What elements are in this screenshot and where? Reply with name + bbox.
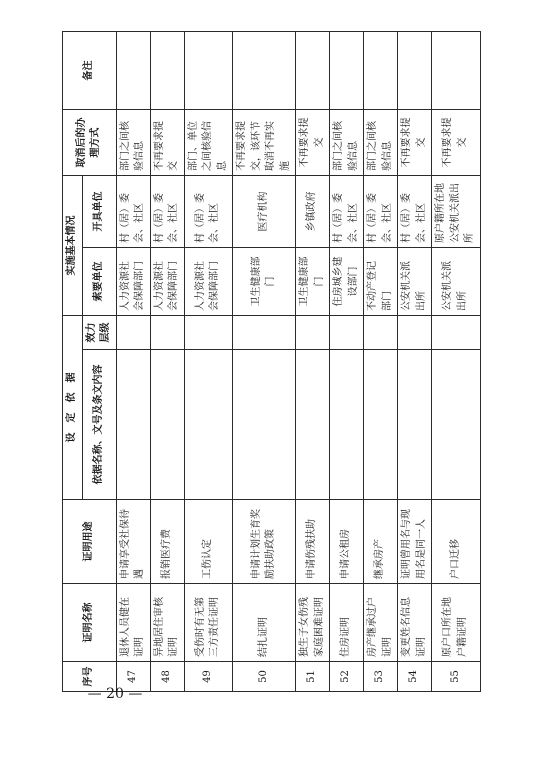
after-cancel: 不再要求提交 — [150, 110, 184, 176]
col-require-unit-header: 索要单位 — [82, 248, 116, 316]
col-legal-basis-header: 设 定 依 据 — [63, 316, 83, 500]
row-number: 55 — [432, 662, 481, 692]
row-number: 47 — [116, 662, 150, 692]
certificate-purpose: 申请计划生育奖励扶助政策 — [233, 500, 296, 584]
issue-unit: 医疗机构 — [233, 176, 296, 248]
issue-unit: 村（居）委会、社区 — [184, 176, 233, 248]
certificate-purpose: 申请公租房 — [330, 500, 364, 584]
certificate-purpose: 继承房产 — [364, 500, 398, 584]
table-row — [432, 32, 481, 692]
basis-name — [150, 350, 184, 500]
require-unit: 人力资源社会保障部门 — [150, 248, 184, 316]
page-number: — 20 — — [87, 686, 143, 702]
require-unit: 卫生健康部门 — [296, 248, 330, 316]
certificate-purpose: 工伤认定 — [184, 500, 233, 584]
table-row — [116, 32, 150, 692]
certificate-name: 住房证明 — [330, 584, 364, 662]
issue-unit: 乡镇政府 — [296, 176, 330, 248]
row-number: 53 — [364, 662, 398, 692]
remark — [398, 32, 432, 110]
table-row — [296, 32, 330, 692]
col-effect-level-header: 效力层级 — [82, 316, 116, 350]
row-number: 52 — [330, 662, 364, 692]
remark — [364, 32, 398, 110]
col-issue-unit-header: 开具单位 — [82, 176, 116, 248]
certificate-purpose: 申请伤残扶助 — [296, 500, 330, 584]
remark — [116, 32, 150, 110]
row-number: 48 — [150, 662, 184, 692]
require-unit: 不动产登记部门 — [364, 248, 398, 316]
effect-level — [233, 316, 296, 350]
after-cancel: 部门、单位之间核验信息 — [184, 110, 233, 176]
basis-name — [432, 350, 481, 500]
col-basis-name-header: 依据名称、文号及条文内容 — [82, 350, 116, 500]
after-cancel: 不再要求提交 — [432, 110, 481, 176]
basis-name — [398, 350, 432, 500]
effect-level — [398, 316, 432, 350]
certificate-name: 结扎证明 — [233, 584, 296, 662]
table-row — [398, 32, 432, 692]
row-number: 50 — [233, 662, 296, 692]
certificate-purpose: 报销医疗费 — [150, 500, 184, 584]
after-cancel: 部门之间核验信息 — [116, 110, 150, 176]
row-number: 49 — [184, 662, 233, 692]
issue-unit: 村（居）委会、社区 — [364, 176, 398, 248]
remark — [296, 32, 330, 110]
issue-unit: 村（居）委会、社区 — [330, 176, 364, 248]
basis-name — [296, 350, 330, 500]
col-purpose-header: 证明用途 — [63, 500, 117, 584]
col-implementation-header: 实施基本情况 — [63, 176, 83, 316]
require-unit: 住房城乡建设部门 — [330, 248, 364, 316]
certificate-name: 独生子女伤残家庭困难证明 — [296, 584, 330, 662]
certificate-name: 房产继承过户证明 — [364, 584, 398, 662]
issue-unit: 原户籍所在地公安机关派出所 — [432, 176, 481, 248]
issue-unit: 村（居）委会、社区 — [398, 176, 432, 248]
row-number: 54 — [398, 662, 432, 692]
table-row — [184, 32, 233, 692]
certificate-purpose: 证明曾用名与现用名是同一人 — [398, 500, 432, 584]
require-unit: 人力资源社会保障部门 — [116, 248, 150, 316]
col-name-header: 证明名称 — [63, 584, 117, 662]
table-row — [233, 32, 296, 692]
certificates-table — [62, 31, 481, 692]
remark — [150, 32, 184, 110]
after-cancel: 部门之间核验信息 — [330, 110, 364, 176]
table-row — [150, 32, 184, 692]
certificate-name: 异地居住审核证明 — [150, 584, 184, 662]
basis-name — [233, 350, 296, 500]
table-row — [364, 32, 398, 692]
require-unit: 公安机关派出所 — [432, 248, 481, 316]
col-remarks-header: 备注 — [63, 32, 117, 110]
issue-unit: 村（居）委会、社区 — [116, 176, 150, 248]
basis-name — [184, 350, 233, 500]
remark — [330, 32, 364, 110]
row-number: 51 — [296, 662, 330, 692]
header-row-top — [63, 32, 83, 692]
remark — [233, 32, 296, 110]
issue-unit: 村（居）委会、社区 — [150, 176, 184, 248]
certificate-purpose: 户口迁移 — [432, 500, 481, 584]
certificate-name: 原户口所在地户籍证明 — [432, 584, 481, 662]
certificate-name: 受伤时有无第三方责任证明 — [184, 584, 233, 662]
after-cancel: 不再要求提交 — [398, 110, 432, 176]
basis-name — [364, 350, 398, 500]
effect-level — [184, 316, 233, 350]
after-cancel: 不再要求提交 — [296, 110, 330, 176]
effect-level — [296, 316, 330, 350]
effect-level — [116, 316, 150, 350]
certificate-name: 退休人员健在证明 — [116, 584, 150, 662]
require-unit: 卫生健康部门 — [233, 248, 296, 316]
certificate-name: 变更姓名信息证明 — [398, 584, 432, 662]
remark — [432, 32, 481, 110]
col-after-cancel-header: 取消后的办理方式 — [63, 110, 117, 176]
after-cancel: 部门之间核验信息 — [364, 110, 398, 176]
basis-name — [330, 350, 364, 500]
require-unit: 人力资源社会保障部门 — [184, 248, 233, 316]
after-cancel: 不再要求提交，该环节取消不再实施 — [233, 110, 296, 176]
effect-level — [432, 316, 481, 350]
remark — [184, 32, 233, 110]
table-row — [330, 32, 364, 692]
rotated-table-wrapper — [62, 32, 477, 692]
require-unit: 公安机关派出所 — [398, 248, 432, 316]
effect-level — [150, 316, 184, 350]
col-seq-header: 序号 — [63, 662, 117, 692]
basis-name — [116, 350, 150, 500]
effect-level — [330, 316, 364, 350]
effect-level — [364, 316, 398, 350]
certificate-purpose: 申请享受社保待遇 — [116, 500, 150, 584]
